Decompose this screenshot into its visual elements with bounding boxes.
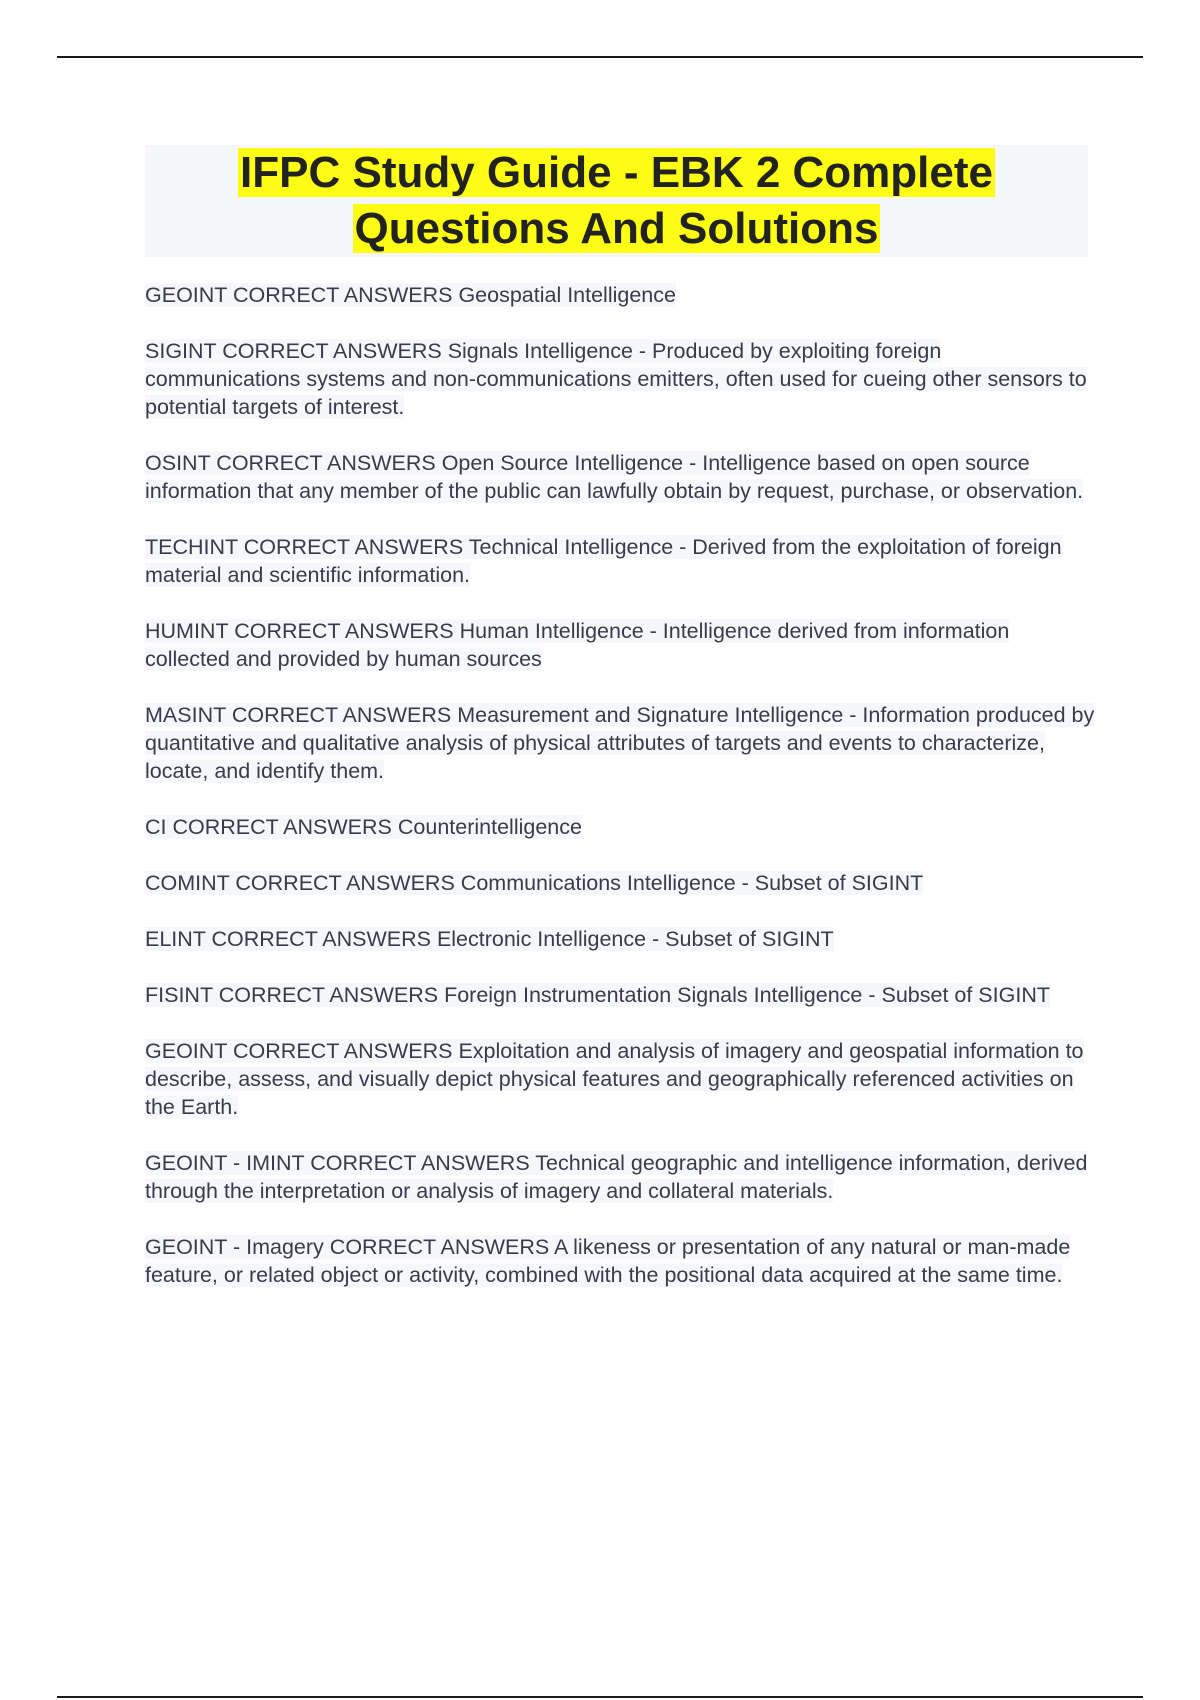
- qa-marker: CORRECT ANSWERS: [310, 1151, 530, 1175]
- qa-answer: Communications Intelligence - Subset of SIGINT: [460, 871, 924, 895]
- qa-term: FISINT: [145, 983, 213, 1007]
- qa-item: [145, 1233, 1095, 1289]
- qa-item: [145, 337, 1095, 421]
- qa-marker: CORRECT ANSWERS: [211, 927, 431, 951]
- qa-item: [145, 533, 1095, 589]
- qa-term: MASINT: [145, 703, 226, 727]
- qa-item: [145, 1149, 1095, 1205]
- qa-term: ELINT: [145, 927, 206, 951]
- qa-term: TECHINT: [145, 535, 238, 559]
- qa-marker: CORRECT ANSWERS: [233, 283, 453, 307]
- qa-term: SIGINT: [145, 339, 217, 363]
- qa-marker: CORRECT ANSWERS: [243, 535, 464, 559]
- qa-answer: Technical geographic and intelligence information, derived through the interpretation or analysis of imagery and collateral materials.: [145, 1151, 1088, 1203]
- qa-marker: CORRECT ANSWERS: [216, 451, 436, 475]
- qa-term: HUMINT: [145, 619, 229, 643]
- title-block: [145, 145, 1088, 257]
- qa-marker: CORRECT ANSWERS: [234, 619, 454, 643]
- qa-answer: Open Source Intelligence - Intelligence based on open source information that any member of the public can lawfully obtain by request, purchase, or observation.: [145, 451, 1084, 503]
- qa-list: [145, 281, 1095, 1317]
- bottom-rule: [57, 1696, 1143, 1698]
- qa-item: [145, 869, 1095, 897]
- qa-term: GEOINT: [145, 1039, 228, 1063]
- qa-term: CI: [145, 815, 167, 839]
- qa-item: [145, 701, 1095, 785]
- qa-item: [145, 925, 1095, 953]
- qa-term: COMINT: [145, 871, 230, 895]
- qa-answer: Signals Intelligence - Produced by exploiting foreign communications systems and non-communications emitters, often used for cueing other sensors to potential targets of interest.: [145, 339, 1087, 419]
- qa-term: GEOINT - IMINT: [145, 1151, 305, 1175]
- qa-answer: Counterintelligence: [397, 815, 582, 839]
- qa-item: [145, 449, 1095, 505]
- top-rule: [57, 56, 1143, 58]
- qa-answer: Exploitation and analysis of imagery and geospatial information to describe, assess, and visually depict physical features and geographically referenced activities on the Earth.: [145, 1039, 1084, 1119]
- qa-marker: CORRECT ANSWERS: [329, 1235, 550, 1259]
- qa-answer: Geospatial Intelligence: [458, 283, 676, 307]
- qa-item: [145, 617, 1095, 673]
- qa-answer: Technical Intelligence - Derived from the exploitation of foreign material and scientific information.: [145, 535, 1062, 587]
- qa-marker: CORRECT ANSWERS: [233, 1039, 453, 1063]
- qa-marker: CORRECT ANSWERS: [222, 339, 442, 363]
- qa-answer: Human Intelligence - Intelligence derived from information collected and provided by human sources: [145, 619, 1010, 671]
- qa-term: OSINT: [145, 451, 211, 475]
- qa-marker: CORRECT ANSWERS: [231, 703, 452, 727]
- qa-item: [145, 281, 1095, 309]
- qa-answer: A likeness or presentation of any natural or man-made feature, or related object or activity, combined with the positional data acquired at the same time.: [145, 1235, 1071, 1287]
- qa-marker: CORRECT ANSWERS: [172, 815, 392, 839]
- page-title: IFPC Study Guide - EBK 2 Complete Questions And Solutions: [240, 148, 993, 253]
- qa-answer: Measurement and Signature Intelligence - Information produced by quantitative and qualitative analysis of physical attributes of targets and events to characterize, locate, and identify them.: [145, 703, 1095, 783]
- qa-answer: Foreign Instrumentation Signals Intelligence - Subset of SIGINT: [444, 983, 1050, 1007]
- qa-marker: CORRECT ANSWERS: [218, 983, 439, 1007]
- qa-item: [145, 981, 1095, 1009]
- qa-item: [145, 1037, 1095, 1121]
- qa-answer: Electronic Intelligence - Subset of SIGINT: [436, 927, 834, 951]
- qa-term: GEOINT - Imagery: [145, 1235, 324, 1259]
- qa-marker: CORRECT ANSWERS: [235, 871, 455, 895]
- qa-term: GEOINT: [145, 283, 228, 307]
- qa-item: [145, 813, 1095, 841]
